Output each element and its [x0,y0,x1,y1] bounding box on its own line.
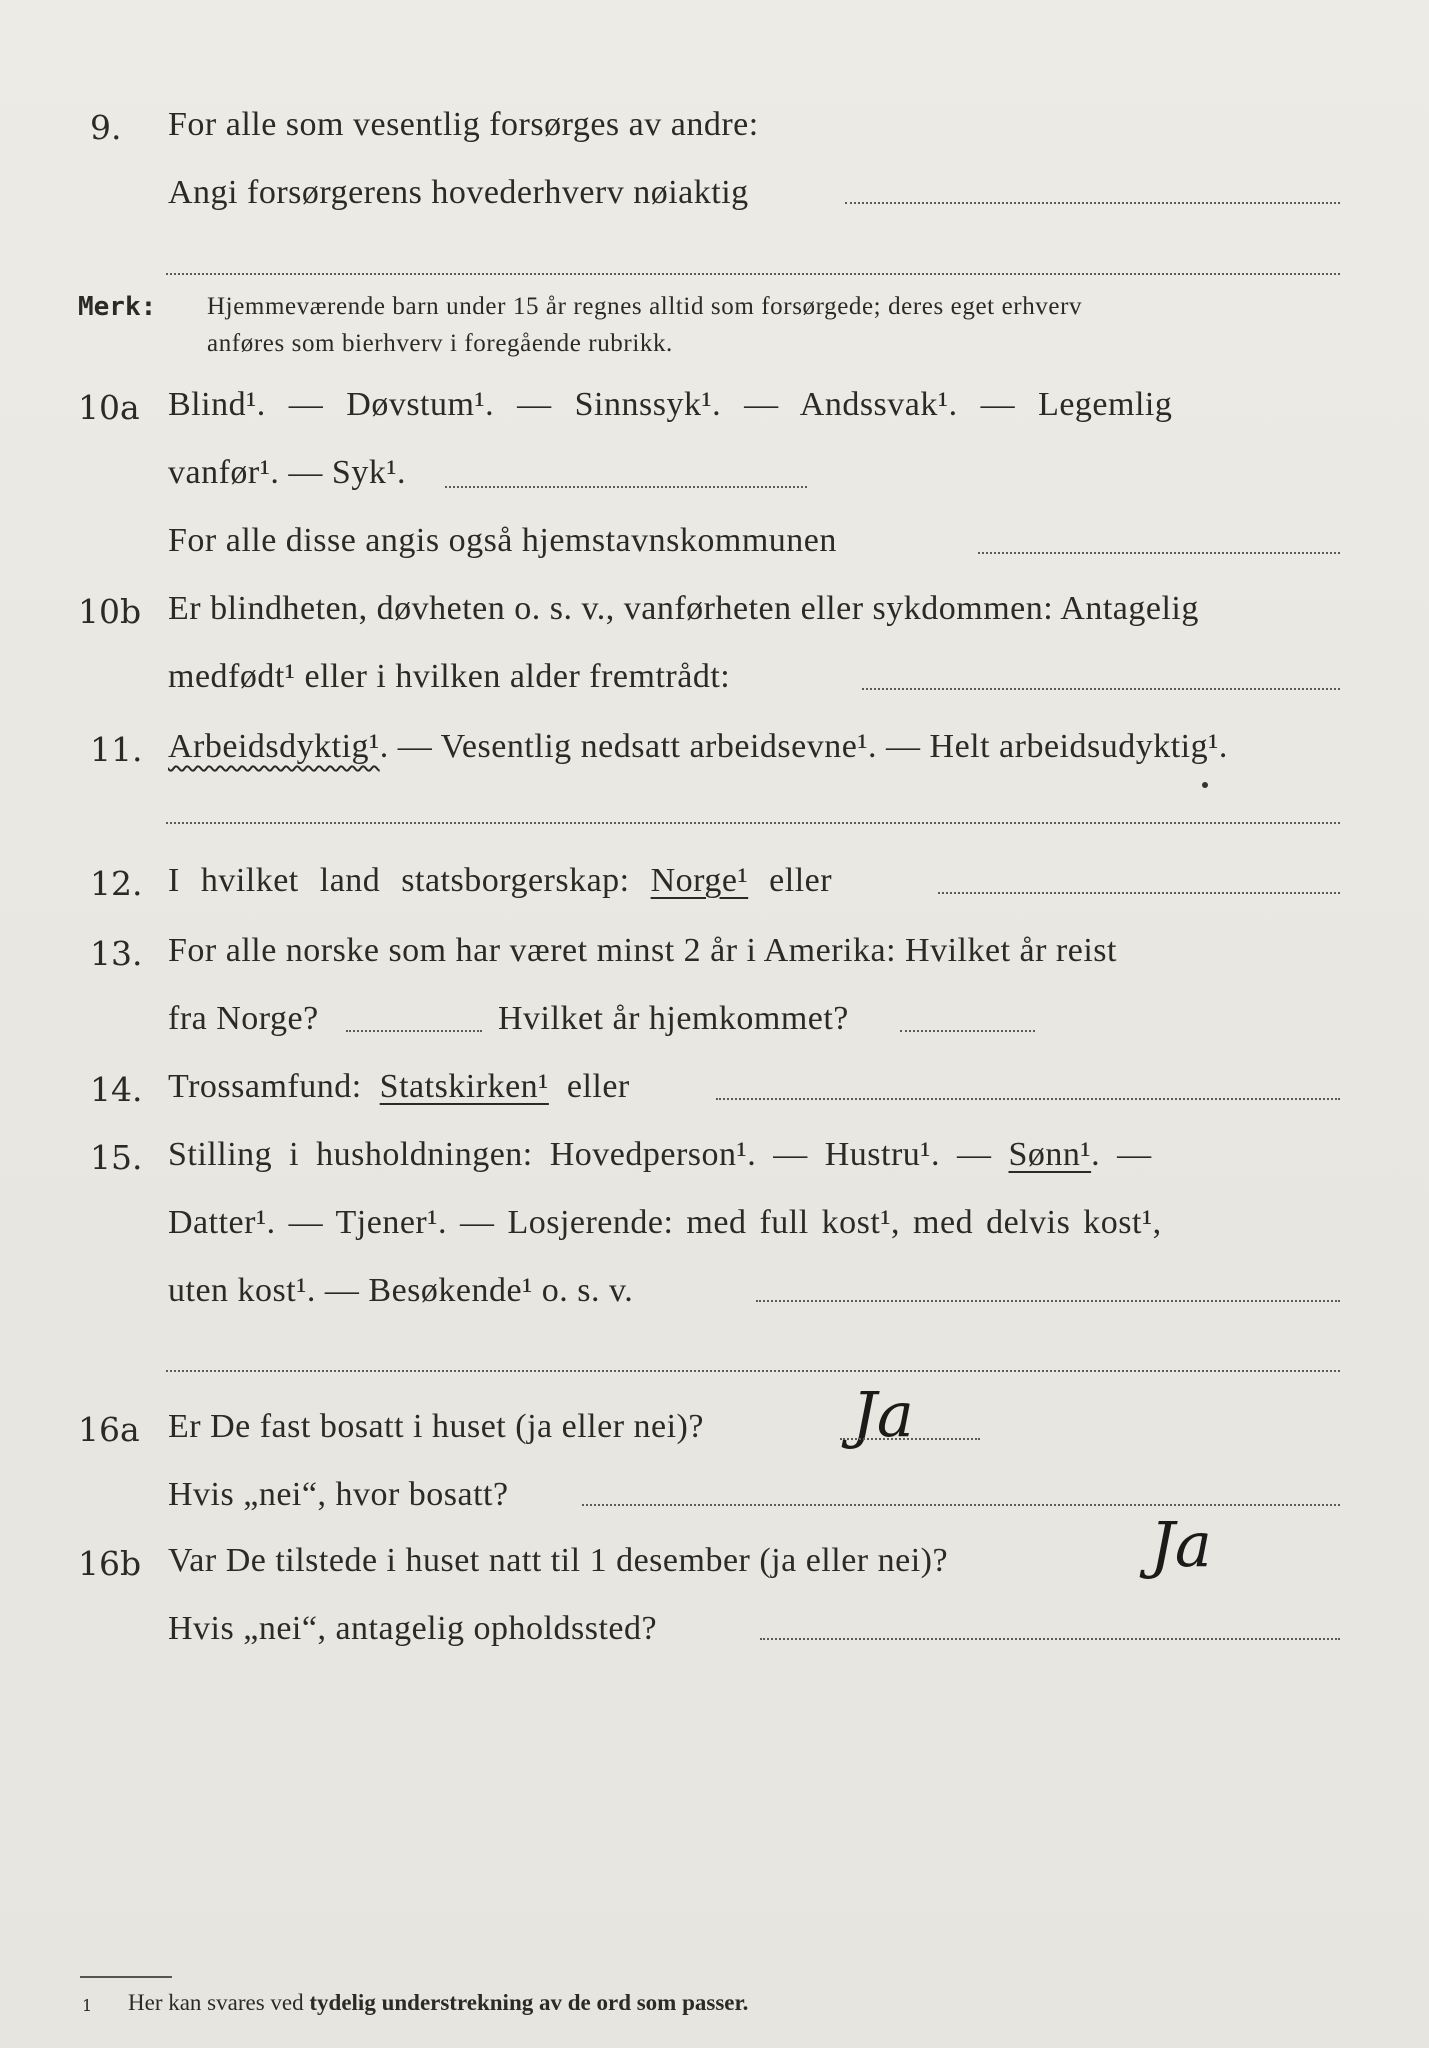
q15-text-line2: Datter¹. — Tjener¹. — Losjerende: med full kost¹, med delvis kost¹, [168,1204,1162,1241]
question-number-13: 13. [90,934,143,973]
q13-text-line2a: fra Norge? [168,1000,319,1037]
q9-text-line2: Angi forsørgerens hovederhverv nøiaktig [168,174,749,211]
question-number-15: 15. [90,1138,143,1177]
q14-text [168,1068,630,1106]
q16b-handwritten-answer[interactable]: Ja [1150,1508,1212,1581]
q12-option-norge[interactable]: Norge¹ [650,862,749,899]
merk-text-line2: anføres som bierhverv i foregående rubrikk. [207,330,673,357]
q10a-hjemstavn-line[interactable] [978,552,1340,554]
q12-text [168,862,832,900]
q13-reist-answer-line[interactable] [346,1030,482,1032]
q10a-answer-line[interactable] [445,486,807,488]
merk-label: Merk: [78,292,157,322]
footnote-plain: Her kan svares ved [128,1990,304,2015]
q16b-text-line1: Var De tilstede i huset natt til 1 desember (ja eller nei)? [168,1542,949,1579]
footnote-rule [80,1976,172,1978]
q15-text-line3: uten kost¹. — Besøkende¹ o. s. v. [168,1272,634,1309]
q12-text-pre: I hvilket land statsborgerskap: [168,862,630,899]
q15-option-sonn[interactable]: Sønn¹ [1008,1136,1092,1173]
q11-text [168,728,1228,766]
question-number-9: 9. [90,108,122,147]
q10b-text-line1: Er blindheten, døvheten o. s. v., vanførheten eller sykdommen: Antagelig [168,590,1199,627]
q16a-bosatt-answer-line[interactable] [582,1504,1340,1506]
question-number-11: 11. [90,730,143,769]
q16a-handwritten-answer[interactable]: Ja [852,1378,914,1451]
q13-text-line1: For alle norske som har været minst 2 år i Amerika: Hvilket år reist [168,932,1117,969]
q10a-text-line2: vanfør¹. — Syk¹. [168,454,407,491]
q15-text-line1a: Stilling i husholdningen: Hovedperson¹. — Hustru¹. — [168,1136,992,1173]
q16b-text-line2: Hvis „nei“, antagelig opholdssted? [168,1610,658,1647]
q11-option-arbeidsdyktig[interactable]: Arbeidsdyktig¹ [168,728,380,765]
q9-answer-line[interactable] [845,202,1340,204]
q14-answer-line[interactable] [716,1098,1340,1100]
q10b-text-line2: medfødt¹ eller i hvilken alder fremtrådt: [168,658,731,695]
q16a-text-line1: Er De fast bosatt i huset (ja eller nei)? [168,1408,704,1445]
footnote-text [128,1990,748,2016]
q15-answer-line-2[interactable] [166,1370,1340,1372]
q11-text-rest: . — Vesentlig nedsatt arbeidsevne¹. — Helt arbeidsudyktig¹. [379,728,1228,765]
q10a-text-line3: For alle disse angis også hjemstavnskommunen [168,522,837,559]
question-number-14: 14. [90,1070,143,1109]
q15-text-line1 [168,1136,1152,1174]
footnote-bold: tydelig understrekning av de ord som passer. [309,1990,749,2015]
q16b-opholdssted-answer-line[interactable] [760,1638,1340,1640]
question-number-16a: 16a [78,1410,140,1449]
question-number-10b: 10b [78,592,142,631]
q15-answer-line[interactable] [756,1300,1340,1302]
q14-text-post: eller [566,1068,630,1105]
q15-text-line1b: . — [1091,1136,1152,1173]
q10b-answer-line[interactable] [862,688,1340,690]
ink-speck [1202,782,1208,788]
q11-answer-line[interactable] [166,822,1340,824]
footnote-number: 1 [82,1996,93,2015]
q14-text-pre: Trossamfund: [168,1068,362,1105]
question-number-10a: 10a [78,388,140,427]
q13-text-line2b: Hvilket år hjemkommet? [498,1000,849,1037]
q16a-answer-line[interactable] [840,1438,980,1440]
q10a-text-line1: Blind¹. — Døvstum¹. — Sinnssyk¹. — Andssvak¹. — Legemlig [168,386,1173,423]
merk-text-line1: Hjemmeværende barn under 15 år regnes alltid som forsørgede; deres eget erhverv [207,293,1083,320]
q16a-text-line2: Hvis „nei“, hvor bosatt? [168,1476,509,1513]
q12-text-post: eller [769,862,833,899]
q9-answer-line-2[interactable] [166,273,1340,275]
question-number-16b: 16b [78,1544,142,1583]
question-number-12: 12. [90,864,143,903]
q9-text-line1: For alle som vesentlig forsørges av andre: [168,106,759,143]
q14-option-statskirken[interactable]: Statskirken¹ [379,1068,549,1105]
q13-hjemkommet-answer-line[interactable] [900,1030,1035,1032]
q12-answer-line[interactable] [938,892,1340,894]
